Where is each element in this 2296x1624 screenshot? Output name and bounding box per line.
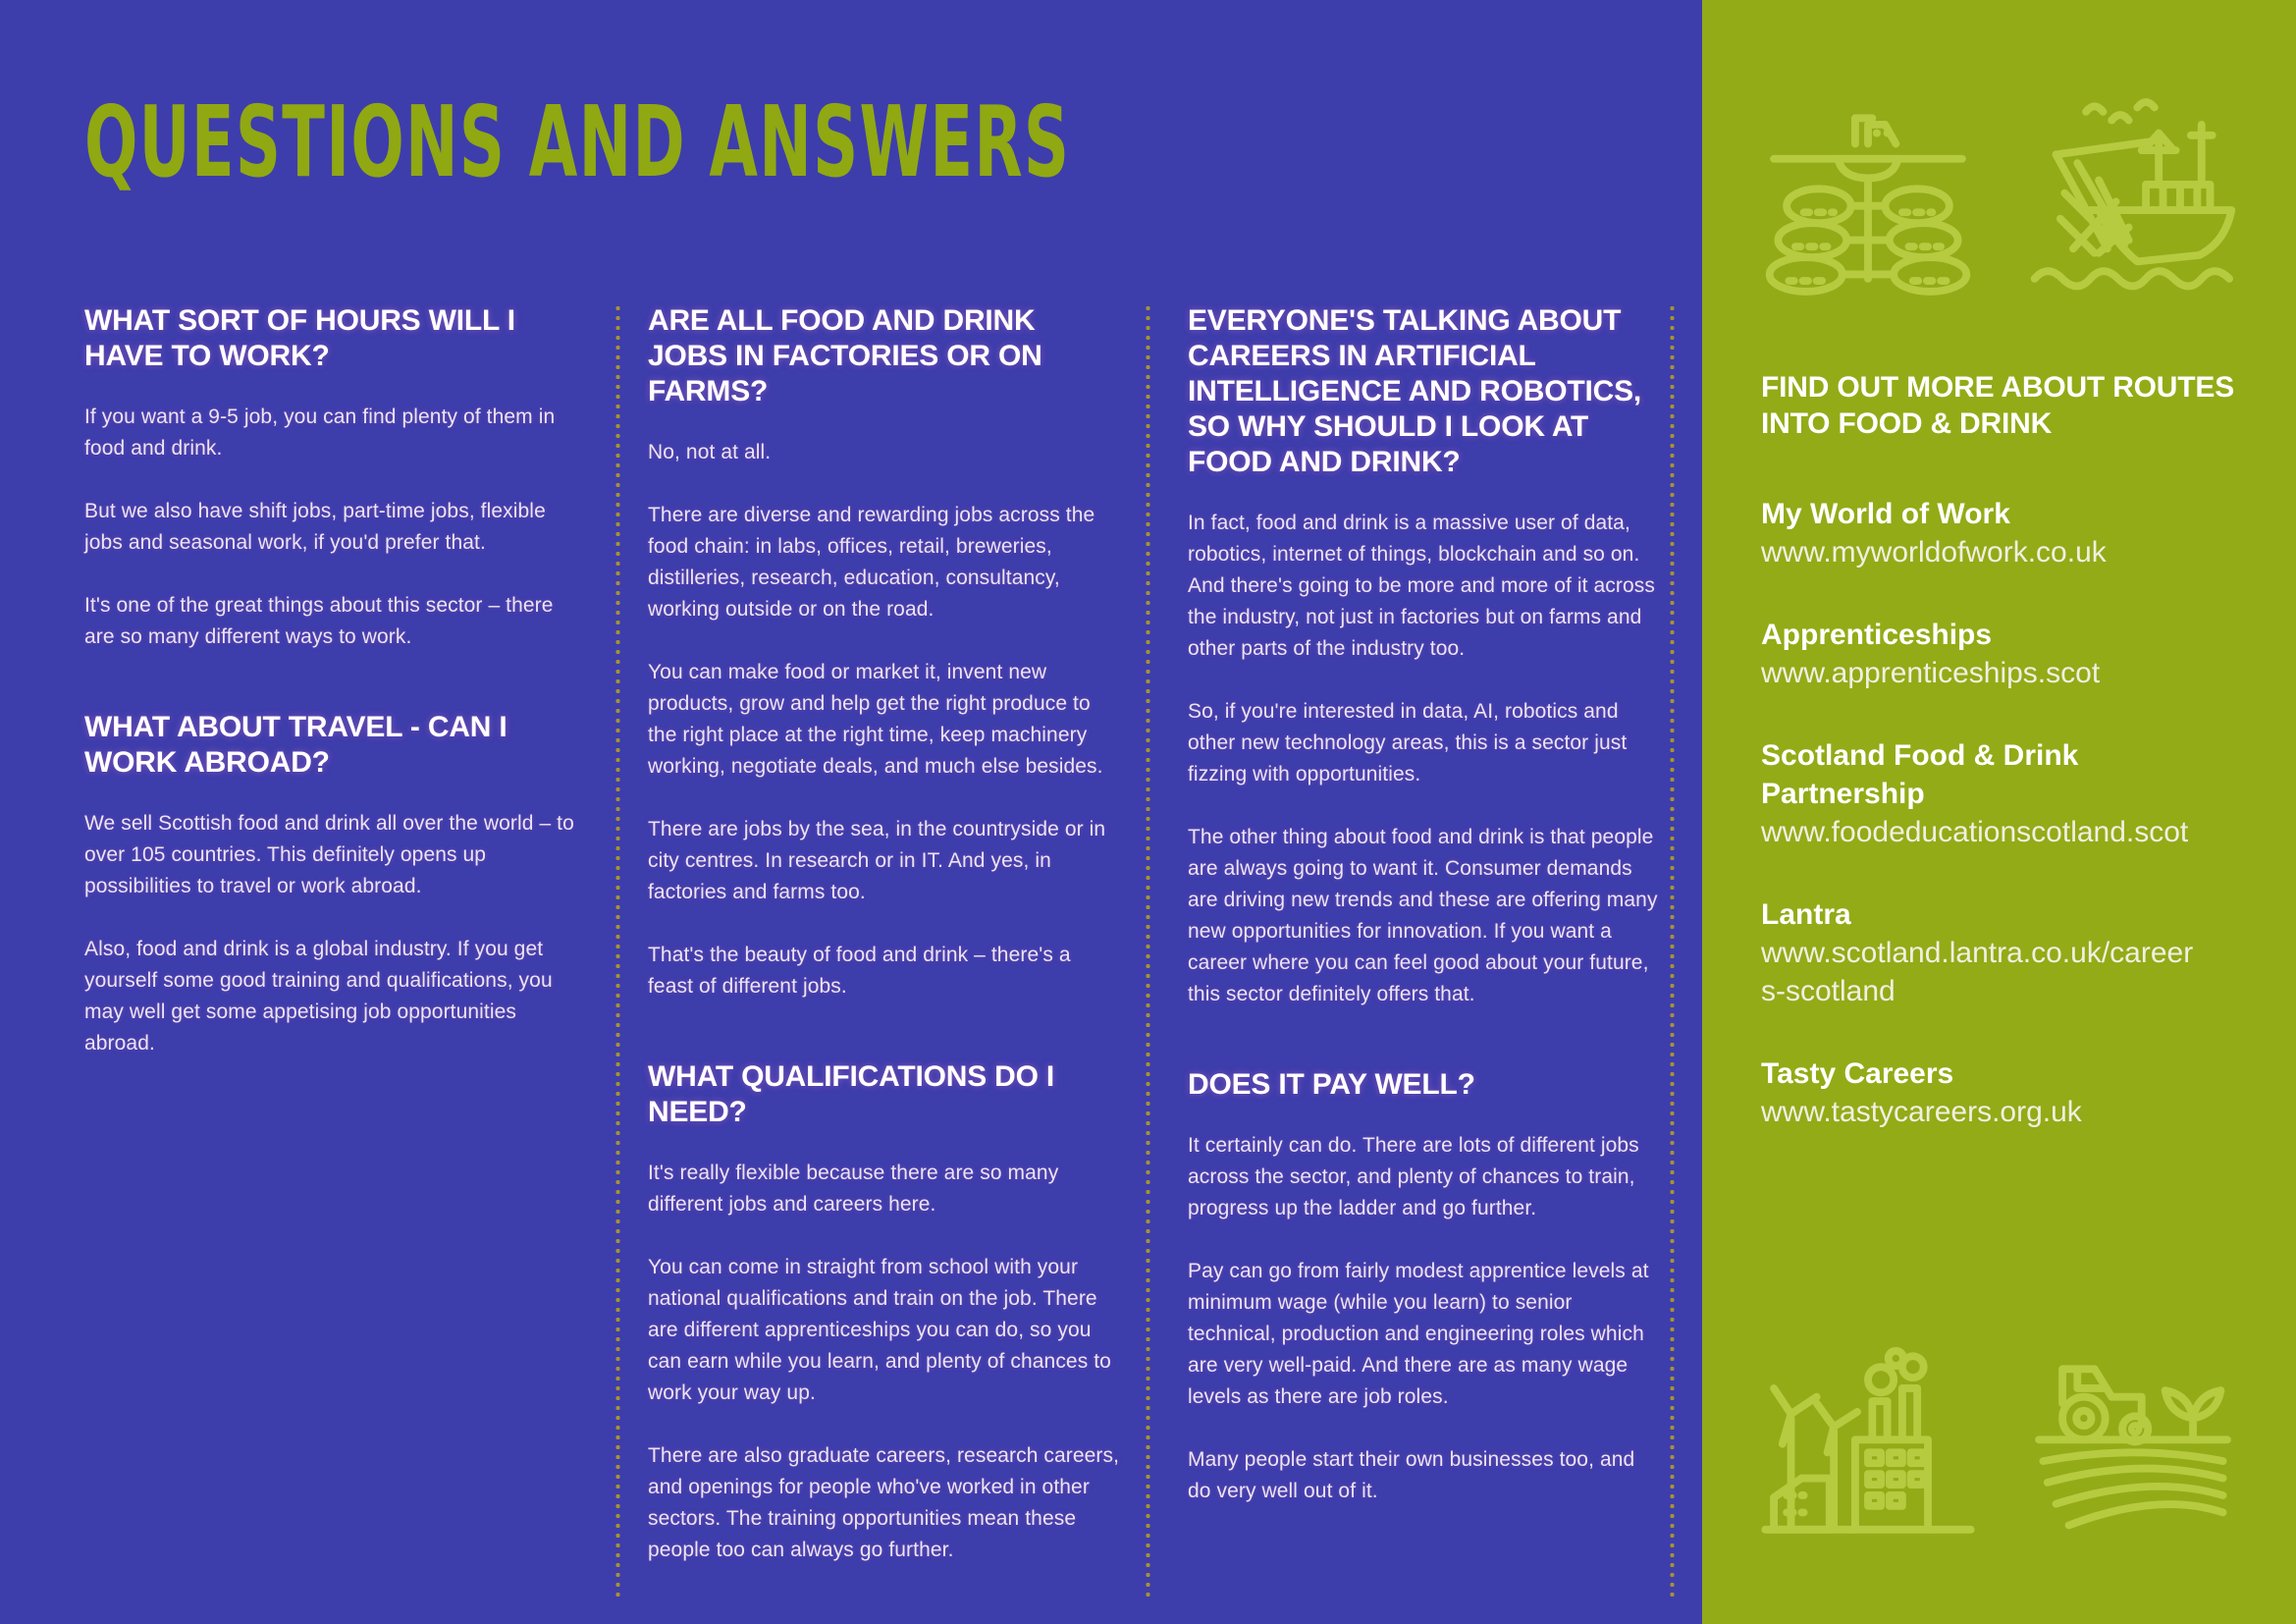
question-heading: EVERYONE'S TALKING ABOUT CAREERS IN ARTIFICIAL INTELLIGENCE AND ROBOTICS, SO WHY SHOULD I LOOK AT FOOD AND DRINK? (1188, 304, 1642, 478)
answer-paragraph: That's the beauty of food and drink – there's a feast of different jobs. (648, 944, 1071, 998)
tractor-field-icon (2026, 1341, 2240, 1555)
qa-section-ai-robotics (1188, 303, 1661, 1010)
answer-paragraph: If you want a 9-5 job, you can find plenty of them in food and drink. (84, 406, 556, 460)
answer-paragraph: There are also graduate careers, research careers, and openings for people who've worked in other sectors. The training opportunities mean these people too can always go further. (648, 1444, 1120, 1561)
qa-column-2 (648, 303, 1121, 1597)
link-name: Scotland Food & Drink Partnership (1761, 739, 2079, 810)
question-heading: WHAT QUALIFICATIONS DO I NEED? (648, 1060, 1055, 1128)
question-heading: WHAT SORT OF HOURS WILL I HAVE TO WORK? (84, 304, 515, 372)
dotted-divider (1146, 303, 1150, 1597)
answer-paragraph: It's one of the great things about this sector – there are so many different ways to work. (84, 594, 554, 648)
dotted-divider (615, 303, 620, 1597)
question-heading: WHAT ABOUT TRAVEL - CAN I WORK ABROAD? (84, 711, 507, 779)
aquaculture-mussel-farm-icon (1761, 90, 1975, 304)
link-name: My World of Work (1761, 498, 2010, 530)
answer-paragraph: No, not at all. (648, 441, 772, 463)
answer-paragraph: In fact, food and drink is a massive user of data, robotics, internet of things, blockchain and so on. And there's going to be more and more of it across the industry, not just in factories but on farms and other parts of the industry too. (1188, 512, 1655, 660)
answer-paragraph: It's really flexible because there are so many different jobs and careers here. (648, 1162, 1059, 1216)
answer-paragraph: We sell Scottish food and drink all over the world – to over 105 countries. This definitely opens up possibilities to travel or work abroad. (84, 812, 574, 897)
qa-section-hours (84, 303, 580, 653)
link-entry (1761, 1055, 2198, 1131)
link-url[interactable]: www.scotland.lantra.co.uk/careers-scotland (1761, 937, 2194, 1007)
link-url[interactable]: www.apprenticeships.scot (1761, 657, 2101, 689)
link-url[interactable]: www.myworldofwork.co.uk (1761, 536, 2107, 568)
sidebar-top-icons (1761, 90, 2252, 304)
question-heading: DOES IT PAY WELL? (1188, 1068, 1475, 1101)
dotted-divider (1670, 303, 1675, 1597)
answer-paragraph: Pay can go from fairly modest apprentice levels at minimum wage (while you learn) to senior technical, production and engineering roles which are very well-paid. And there are as many wage levels as there are job roles. (1188, 1260, 1649, 1408)
answer-paragraph: The other thing about food and drink is that people are always going to want it. Consumer demands are driving new trends and these are offering many new opportunities for innovation. If you want a career where you can feel good about your future, this sector definitely offers that. (1188, 826, 1658, 1005)
sidebar-links (1761, 495, 2252, 1175)
question-heading: ARE ALL FOOD AND DRINK JOBS IN FACTORIES OR ON FARMS? (648, 304, 1042, 407)
answer-paragraph: You can come in straight from school with your national qualifications and train on the job. There are different apprenticeships you can do, so you can earn while you learn, and plenty of chances to work your way up. (648, 1256, 1111, 1404)
qa-section-pay (1188, 1067, 1661, 1507)
answer-paragraph: But we also have shift jobs, part-time jobs, flexible jobs and seasonal work, if you'd prefer that. (84, 500, 546, 554)
link-name: Apprenticeships (1761, 619, 1993, 651)
answer-paragraph: There are jobs by the sea, in the countryside or in city centres. In research or in IT. And yes, in factories and farms too. (648, 818, 1106, 903)
fishing-trawler-icon (2026, 90, 2240, 304)
sidebar-bottom-icons (1761, 1341, 2252, 1555)
qa-section-travel (84, 710, 580, 1059)
answer-paragraph: Many people start their own businesses too, and do very well out of it. (1188, 1448, 1635, 1502)
answer-paragraph: There are diverse and rewarding jobs across the food chain: in labs, offices, retail, breweries, distilleries, research, education, consultancy, working outside or on the road. (648, 504, 1095, 621)
link-entry (1761, 495, 2198, 571)
qa-section-qualifications (648, 1059, 1121, 1566)
link-entry (1761, 736, 2198, 851)
link-name: Lantra (1761, 898, 1851, 931)
link-entry (1761, 616, 2198, 692)
answer-paragraph: Also, food and drink is a global industry. If you get yourself some good training and qualifications, you may well get some appetising job opportunities abroad. (84, 938, 553, 1055)
link-url[interactable]: www.tastycareers.org.uk (1761, 1096, 2082, 1128)
answer-paragraph: You can make food or market it, invent new products, grow and help get the right produce to the right place at the right time, keep machinery working, negotiate deals, and much else besides. (648, 661, 1103, 778)
link-url[interactable]: www.foodeducationscotland.scot (1761, 816, 2189, 848)
qa-section-factories-farms (648, 303, 1121, 1002)
answer-paragraph: It certainly can do. There are lots of different jobs across the sector, and plenty of chances to train, progress up the ladder and go further. (1188, 1134, 1639, 1219)
answer-paragraph: So, if you're interested in data, AI, robotics and other new technology areas, this is a sector just fizzing with opportunities. (1188, 700, 1628, 785)
qa-columns (84, 303, 1702, 1597)
qa-column-1 (84, 303, 580, 1597)
find-out-more-sidebar (1702, 0, 2296, 1624)
eco-factory-wind-turbines-icon (1761, 1341, 1975, 1555)
sidebar-heading: FIND OUT MORE ABOUT ROUTES INTO FOOD & DRINK (1761, 371, 2235, 440)
link-name: Tasty Careers (1761, 1057, 1954, 1090)
qa-column-3 (1188, 303, 1661, 1597)
page-title: QUESTIONS AND ANSWERS (84, 84, 1071, 199)
link-entry (1761, 895, 2198, 1010)
